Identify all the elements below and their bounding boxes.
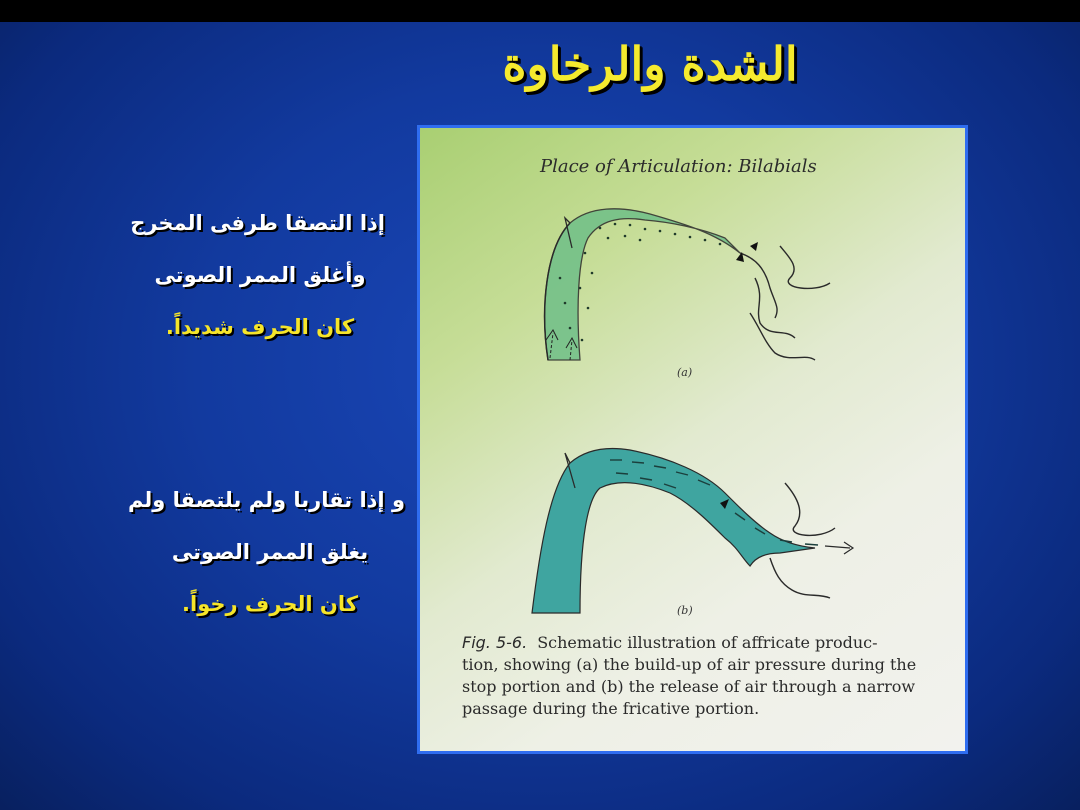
text-block-fricative	[127, 474, 405, 630]
block1-line3: كان الحرف شديداً.	[165, 315, 355, 339]
slide-title: الشدة والرخاوة	[502, 37, 798, 91]
diagram-a	[545, 209, 830, 360]
articulation-diagram	[420, 128, 965, 628]
caption-line3: stop portion and (b) the release of air through a narrow	[462, 677, 916, 696]
diagram-b	[532, 449, 853, 613]
block1-line1: إذا التصقا طرفى المخرج	[130, 211, 385, 235]
caption-line1: Schematic illustration of affricate produc-	[537, 633, 878, 652]
figure-title: Place of Articulation: Bilabials	[540, 156, 817, 177]
label-b: (b)	[677, 604, 693, 617]
block2-line1: و إذا تقاربا ولم يلتصقا ولم	[127, 488, 405, 512]
caption-line2: tion, showing (a) the build-up of air pressure during the	[462, 655, 917, 674]
caption-line4: passage during the fricative portion.	[462, 699, 760, 718]
text-block-stop	[130, 197, 385, 353]
figure-image	[417, 125, 968, 754]
figure-caption	[462, 632, 942, 720]
label-a: (a)	[677, 366, 693, 379]
block2-line3: كان الحرف رخواً.	[182, 592, 358, 616]
caption-lead: Fig. 5-6.	[462, 633, 528, 652]
block2-line2: يغلق الممر الصوتى	[171, 540, 369, 564]
block1-line2: وأغلق الممر الصوتى	[154, 263, 366, 287]
top-bar	[0, 0, 1080, 22]
